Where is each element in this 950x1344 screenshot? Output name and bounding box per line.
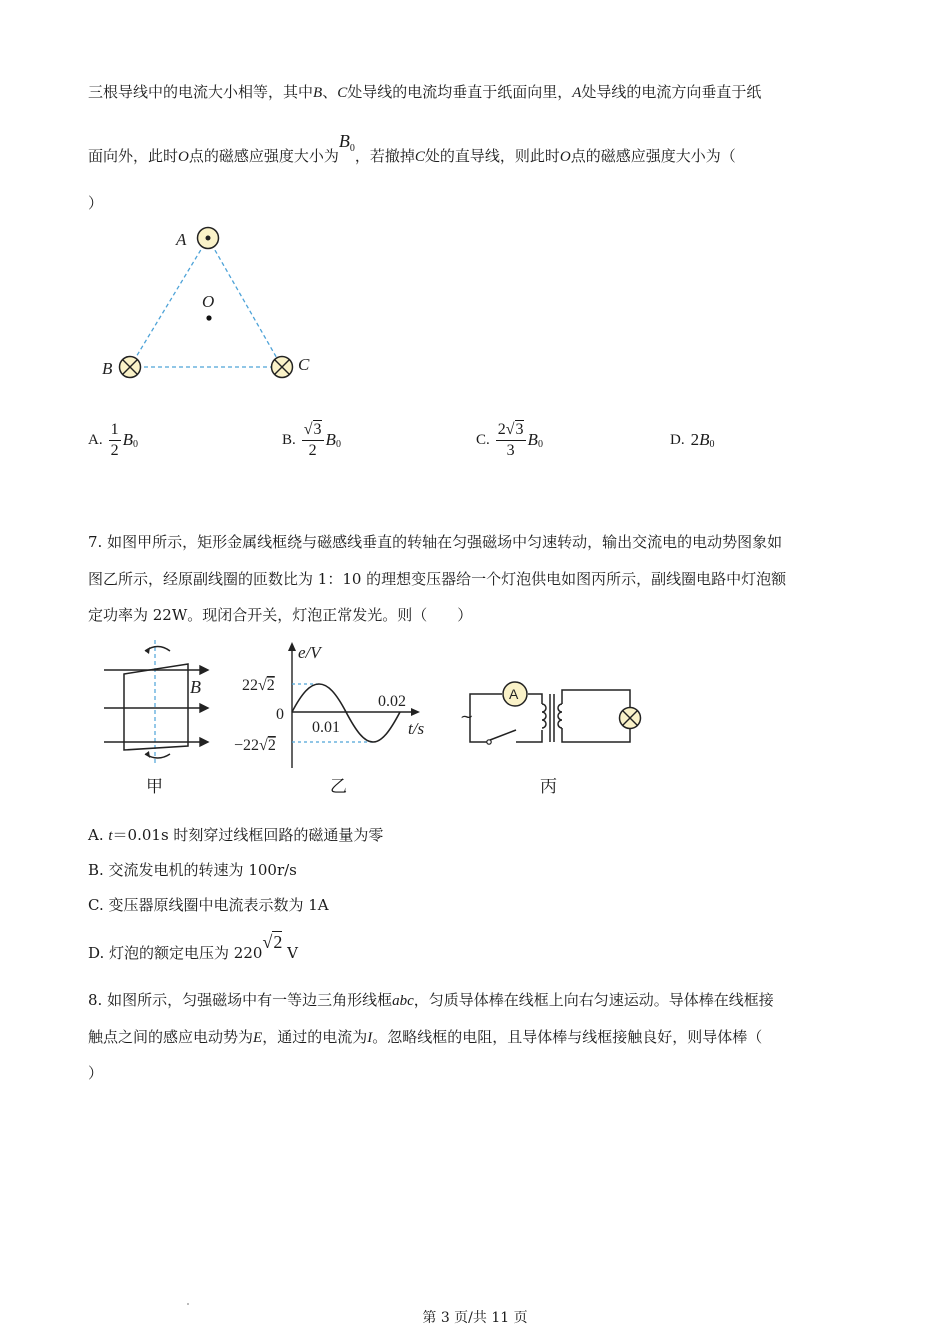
y-max-label: 22√2 (242, 677, 275, 694)
q8-line-2: 触点之间的感应电动势为E，通过的电流为I。忽略线框的电阻，且导体棒与线框接触良好，则导体棒（ (88, 1028, 763, 1046)
label-c: C (298, 355, 310, 374)
caption-yi: 乙 (330, 777, 347, 797)
fig-bing-circuit (458, 668, 650, 752)
q7-option-a[interactable]: A. t＝0.01s 时刻穿过线框回路的磁通量为零 (88, 826, 384, 844)
t1-label: 0.01 (312, 719, 340, 736)
point-o (206, 315, 211, 320)
q7-option-d[interactable]: D. 灯泡的额定电压为 220√2 V (88, 932, 298, 962)
q7-line-1: 7. 如图甲所示，矩形金属线框绕与磁感线垂直的转轴在匀强磁场中匀速转动，输出交流电的电动势图象如 (88, 533, 783, 551)
label-b-field: B (190, 677, 201, 697)
q6-option-a[interactable]: A. $\frac{1}{2}$ B 0 (88, 420, 138, 459)
q8-line-3: ） (88, 1064, 104, 1082)
label-a: A (176, 230, 187, 249)
svg-text:A: A (509, 686, 519, 702)
ac-source-icon: ~ (460, 707, 474, 726)
q6-option-b[interactable]: B. $\frac{√3}{2}$ B 0 (282, 420, 341, 459)
q6-option-d[interactable]: D. 2 B 0 (670, 430, 715, 450)
q6-option-c[interactable]: C. $\frac{2√3}{3}$ B 0 (476, 420, 543, 459)
q7-option-b[interactable]: B. 交流发电机的转速为 100r/s (88, 861, 297, 879)
bulb-icon (620, 708, 641, 729)
y-min-label: −22√2 (234, 737, 276, 754)
q7-line-3: 定功率为 22W。现闭合开关，灯泡正常发光。则（ ） (88, 606, 473, 624)
label-o: O (202, 292, 215, 311)
fig-yi-emf-graph (228, 638, 442, 773)
wire-a-out-icon (198, 228, 219, 249)
q8-line-1: 8. 如图所示，匀强磁场中有一等边三角形线框abc，匀质导体棒在线框上向右匀速运动。导体棒在线框接 (88, 991, 774, 1009)
scan-dot (187, 1303, 189, 1305)
label-b: B (102, 359, 113, 378)
q7-line-2: 图乙所示，经原副线圈的匝数比为 1：10 的理想变压器给一个灯泡供电如图丙所示，副线圈电路中灯泡额 (88, 570, 787, 588)
y-axis-label: e/V (298, 643, 321, 662)
caption-bing: 丙 (540, 777, 557, 797)
x-axis-label: t/s (408, 719, 425, 738)
wire-c-in-icon (272, 357, 293, 378)
fig-jia-coil (100, 638, 220, 768)
page-footer: 第 3 页/共 11 页 (422, 1310, 528, 1326)
ammeter-icon (503, 682, 527, 706)
q7-option-c[interactable]: C. 变压器原线圈中电流表示数为 1A (88, 896, 329, 914)
t2-label: 0.02 (378, 693, 406, 710)
caption-jia: 甲 (146, 777, 163, 797)
origin-label: 0 (276, 706, 284, 723)
q6-triangle-figure (96, 220, 326, 385)
q6-line-2: 面向外，此时O点的磁感应强度大小为$B_0$，若撤掉C处的直导线，则此时O点的磁感应强度大小为（ (88, 131, 736, 165)
q6-line-1: 三根导线中的电流大小相等，其中B、C处导线的电流均垂直于纸面向里，A处导线的电流方向垂直于纸 (88, 83, 762, 101)
q6-line-3: ） (88, 194, 104, 212)
wire-b-in-icon (120, 357, 141, 378)
